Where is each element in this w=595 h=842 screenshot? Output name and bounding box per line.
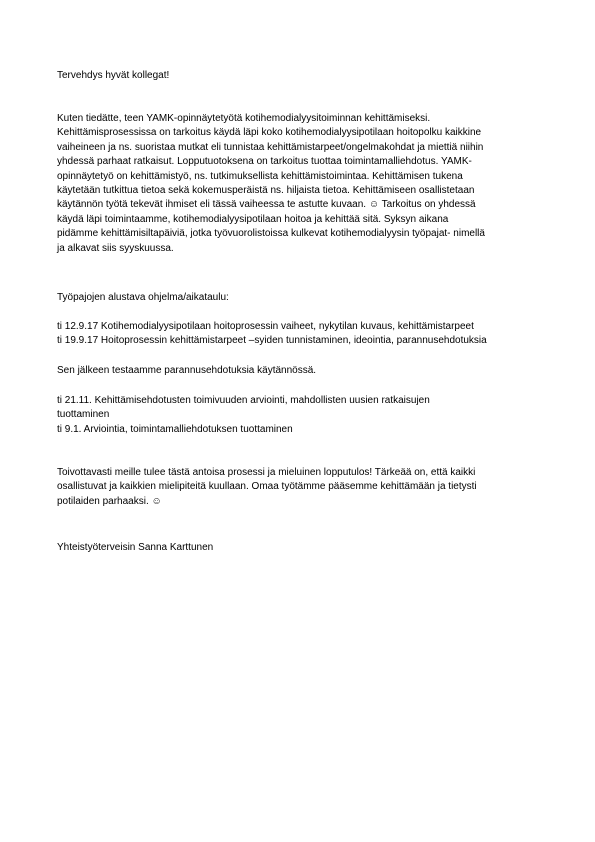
testing-note xyxy=(57,364,542,378)
closing-line: osallistuvat ja kaikkien mielipiteitä kuullaan. Omaa työtämme pääsemme kehittämään ja tietysti xyxy=(57,481,477,493)
schedule-heading-line: Työpajojen alustava ohjelma/aikataulu: xyxy=(57,292,229,303)
schedule-list xyxy=(57,320,542,349)
greeting-line: Tervehdys hyvät kollegat! xyxy=(57,70,170,81)
closing-line: Toivottavasti meille tulee tästä antoisa prosessi ja mieluinen lopputulos! Tärkeää on, että kaikki xyxy=(57,467,476,478)
intro-line: pidämme kehittämisiltapäiviä, jotka työvuorolistoissa kulkevat kotihemodialyysin työpajat- nimellä xyxy=(57,228,485,240)
schedule-heading xyxy=(57,291,542,305)
intro-line: ja alkavat siis syyskuussa. xyxy=(57,242,174,254)
schedule-item: ti 19.9.17 Hoitoprosessin kehittämistarpeet –syiden tunnistaminen, ideointia, parannusehdotuksia xyxy=(57,335,487,347)
intro-line: Kuten tiedätte, teen YAMK-opinnäytetyötä kotihemodialyysitoiminnan kehittämiseksi. xyxy=(57,113,431,124)
schedule-item: tuottaminen xyxy=(57,409,110,421)
greeting xyxy=(57,69,542,83)
schedule-item: ti 21.11. Kehittämisehdotusten toimivuuden arviointi, mahdollisten uusien ratkaisujen xyxy=(57,395,430,406)
intro-line: käytetään tutkittua tietoa sekä kokemusperäistä ns. hiljaista tietoa. Kehittämiseen osallistetaan xyxy=(57,185,475,197)
signature xyxy=(57,541,542,555)
schedule-item: ti 9.1. Arviointia, toimintamalliehdotuksen tuottaminen xyxy=(57,423,293,435)
intro-paragraph xyxy=(57,112,542,256)
closing-paragraph xyxy=(57,466,542,509)
intro-line: käytännön työtä tekevät ihmiset eli tässä vaiheessa te astutte kuvaan. ☺ Tarkoitus on yhdessä xyxy=(57,199,476,211)
testing-note-line: Sen jälkeen testaamme parannusehdotuksia käytännössä. xyxy=(57,365,317,376)
intro-line: yhdessä parhaat ratkaisut. Lopputuotoksena on tarkoitus tuottaa toimintamalliehdotus. YAMK- xyxy=(57,156,472,168)
schedule-item: ti 12.9.17 Kotihemodialyysipotilaan hoitoprosessin vaiheet, nykytilan kuvaus, kehittämistarpeet xyxy=(57,321,474,332)
signature-line: Yhteistyöterveisin Sanna Karttunen xyxy=(57,542,214,553)
intro-line: vaiheineen ja ns. suoristaa mutkat eli tunnistaa kehittämistarpeet/ongelmakohdat ja miettiä niihin xyxy=(57,141,484,153)
intro-line: opinnäytetyö on kehittämistyö, ns. tutkimuksellista kehittämistoimintaa. Kehittämisen tukena xyxy=(57,170,463,182)
intro-line: Kehittämisprosessissa on tarkoitus käydä läpi koko kotihemodialyysipotilaan hoitopolku kaikkine xyxy=(57,127,482,139)
later-schedule-list xyxy=(57,394,542,437)
intro-line: käydä läpi toimintaamme, kotihemodialyysipotilaan hoitoa ja kehittää sitä. Syksyn aikana xyxy=(57,213,449,225)
closing-line: potilaiden parhaaksi. ☺ xyxy=(57,495,162,507)
